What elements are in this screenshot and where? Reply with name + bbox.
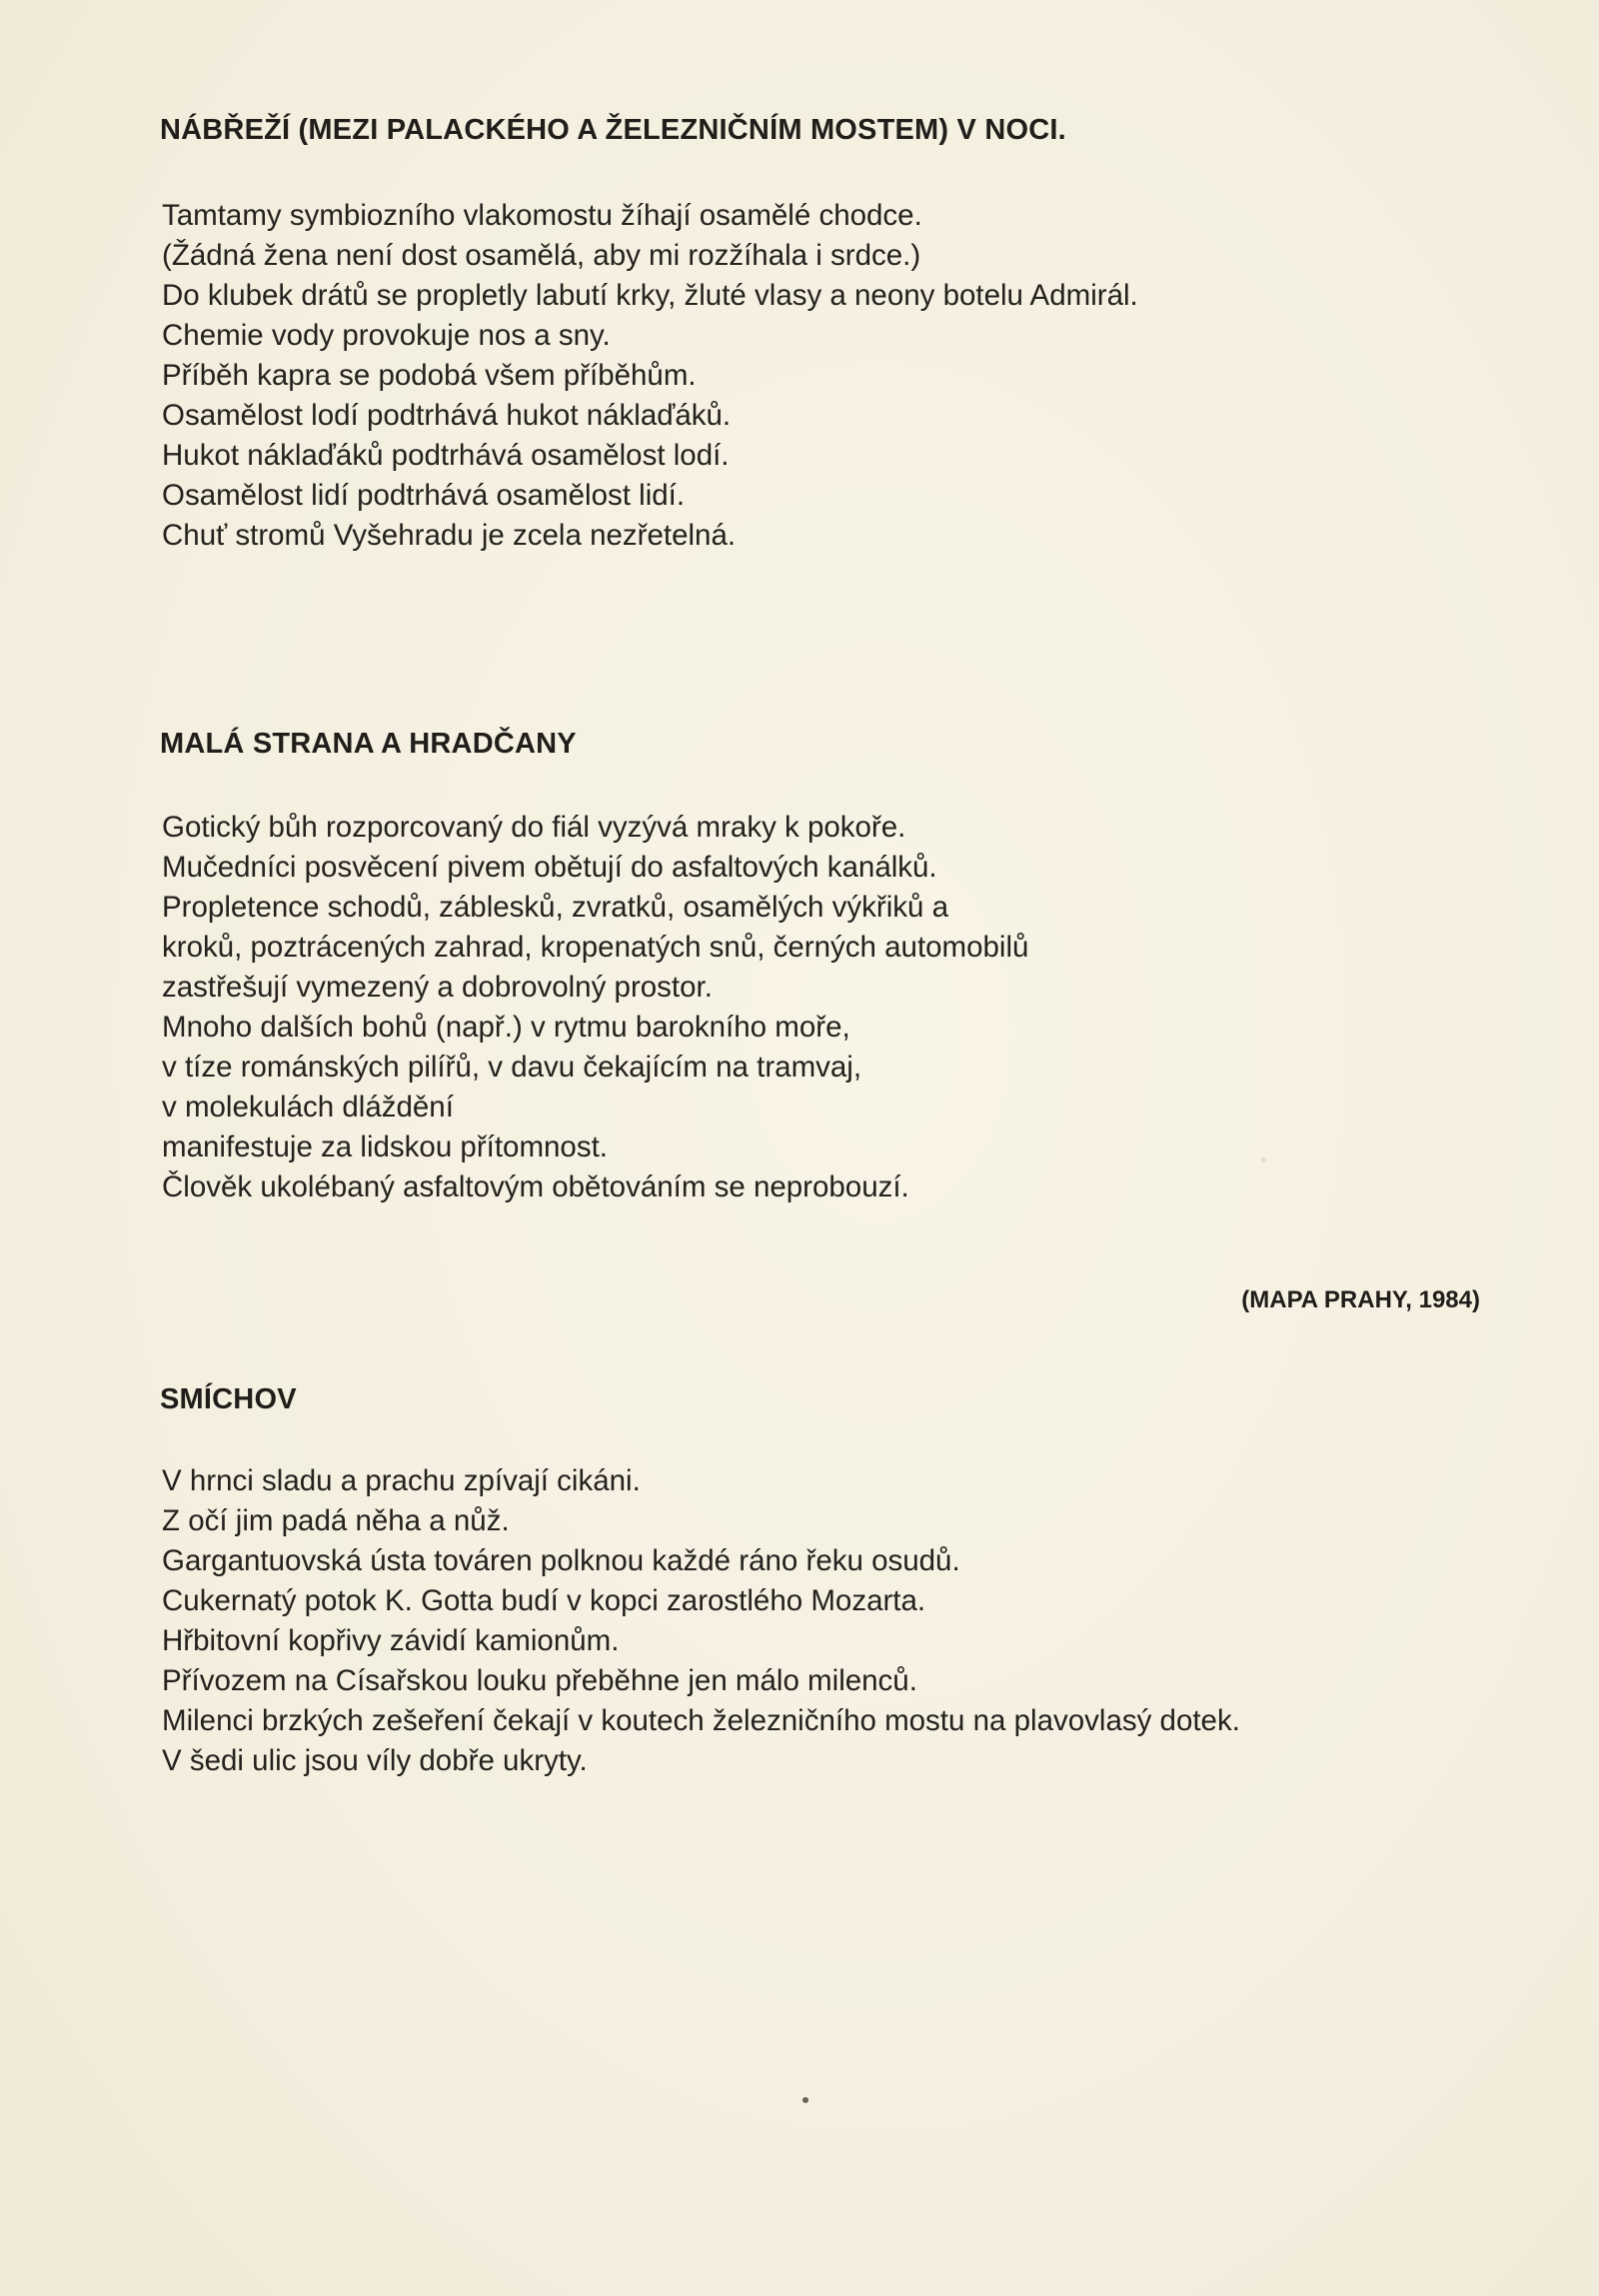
poem-line: Gargantuovská ústa továren polknou každé ráno řeku osudů. xyxy=(162,1544,960,1577)
poem-line: Z očí jim padá něha a nůž. xyxy=(162,1504,510,1537)
section-title-mala-strana: MALÁ STRANA A HRADČANY xyxy=(160,728,577,760)
poem-line: Do klubek drátů se propletly labutí krky, žluté vlasy a neony botelu Admirál. xyxy=(162,279,1138,312)
poem-line: Mučedníci posvěcení pivem obětují do asfaltových kanálků. xyxy=(162,851,937,884)
poem-line: Chemie vody provokuje nos a sny. xyxy=(162,319,611,352)
poem-line: v tíze románských pilířů, v davu čekajícím na tramvaj, xyxy=(162,1051,862,1084)
poem-line: (Žádná žena není dost osamělá, aby mi rozžíhala i srdce.) xyxy=(162,239,921,272)
poem-line: v molekulách dláždění xyxy=(162,1091,454,1124)
poem-line: V hrnci sladu a prachu zpívají cikáni. xyxy=(162,1464,641,1497)
poem-line: Mnoho dalších bohů (např.) v rytmu barokního moře, xyxy=(162,1011,850,1044)
poem-smichov xyxy=(162,1461,1240,1781)
poem-line: kroků, poztrácených zahrad, kropenatých snů, černých automobilů xyxy=(162,931,1029,964)
poem-line: Člověk ukolébaný asfaltovým obětováním se neprobouzí. xyxy=(162,1170,909,1203)
poem-line: Hřbitovní kopřivy závidí kamionům. xyxy=(162,1624,620,1657)
poem-line: Gotický bůh rozporcovaný do fiál vyzývá mraky k pokoře. xyxy=(162,811,906,844)
poem-nabrezi xyxy=(162,196,1138,556)
paper-stain xyxy=(1261,1157,1266,1162)
poem-line: Propletence schodů, záblesků, zvratků, osamělých výkřiků a xyxy=(162,891,949,924)
poem-line: Přívozem na Císařskou louku přeběhne jen málo milenců. xyxy=(162,1664,917,1697)
poem-line: Hukot náklaďáků podtrhává osamělost lodí. xyxy=(162,439,730,472)
ink-speck xyxy=(802,2097,808,2103)
poem-line: Tamtamy symbiozního vlakomostu žíhají osamělé chodce. xyxy=(162,199,922,232)
poem-line: Osamělost lidí podtrhává osamělost lidí. xyxy=(162,479,686,512)
poem-line: Cukernatý potok K. Gotta budí v kopci zarostlého Mozarta. xyxy=(162,1584,926,1617)
poem-line: V šedi ulic jsou víly dobře ukryty. xyxy=(162,1744,588,1777)
source-note: (MAPA PRAHY, 1984) xyxy=(1241,1286,1480,1313)
poem-line: manifestuje za lidskou přítomnost. xyxy=(162,1131,608,1163)
section-title-nabrezi: NÁBŘEŽÍ (MEZI PALACKÉHO A ŽELEZNIČNÍM MOSTEM) V NOCI. xyxy=(160,114,1066,146)
poem-line: Osamělost lodí podtrhává hukot náklaďáků. xyxy=(162,399,732,432)
poem-line: Chuť stromů Vyšehradu je zcela nezřetelná. xyxy=(162,519,737,552)
section-title-smichov: SMÍCHOV xyxy=(160,1383,297,1415)
poem-mala-strana xyxy=(162,808,1028,1207)
poem-line: zastřešují vymezený a dobrovolný prostor. xyxy=(162,971,713,1004)
poem-line: Příběh kapra se podobá všem příběhům. xyxy=(162,359,697,392)
poem-line: Milenci brzkých zešeření čekají v koutech železničního mostu na plavovlasý dotek. xyxy=(162,1704,1240,1737)
